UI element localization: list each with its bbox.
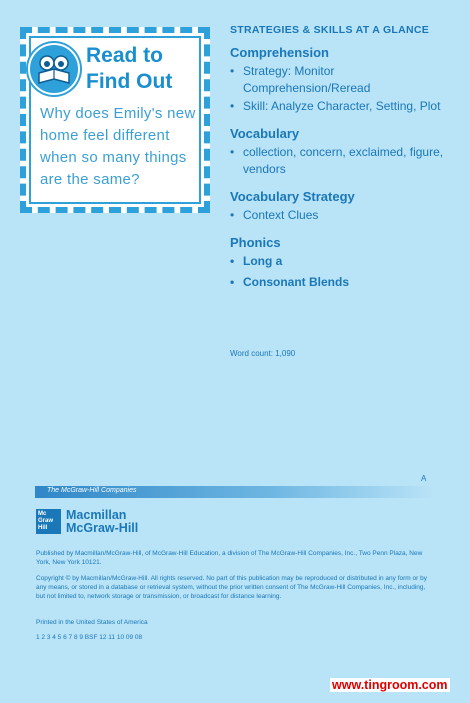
list-item: • Skill: Analyze Character, Setting, Plot [230,98,460,115]
mcgraw-hill-logo [36,509,61,534]
read-to-find-out-box [20,27,210,213]
logo-text: Graw [38,518,54,524]
publisher-band-text: The McGraw-Hill Companies [47,487,137,494]
comprehension-heading: Comprehension [230,45,329,60]
brand-line1: Macmillan [66,508,127,522]
owl-icon [28,43,80,95]
phonics-heading: Phonics [230,235,281,250]
published-paragraph: Published by Macmillan/McGraw-Hill, of McGraw-Hill Education, a division of The McGraw-Hill Companies, Inc., Two Penn Plaza, New York, New York 10121. [36,550,423,566]
list-item: • Context Clues [230,207,460,224]
phonics-list [230,253,460,291]
logo-text: Hill [38,525,48,531]
read-box-title-line2: Find Out [86,70,173,93]
copyright-text [36,574,436,601]
vocab-strategy-list [230,207,460,224]
list-item: • collection, concern, exclaimed, figure, vendors [230,144,460,178]
brand-name [66,509,138,535]
strategies-column [230,24,460,302]
copyright-paragraph: Copyright © by Macmillan/McGraw-Hill. All rights reserved. No part of this publication may be reproduced or distributed in any form or by any means, or stored in a database or retrieval system, without the prior written consent of The McGraw-Hill Companies, Inc., including, but not limited to, network storage or transmission, or broadcast for distance learning. [36,575,427,600]
vocabulary-heading: Vocabulary [230,126,300,141]
comprehension-list [230,63,460,115]
read-box-title-line1: Read to [86,44,164,67]
vocabulary-list [230,144,460,178]
logo-text: Mc [38,511,47,517]
read-box-question: Why does Emily's new home feel different when so many things are the same? [40,105,196,188]
list-item: • Strategy: Monitor Comprehension/Reread [230,63,460,97]
list-item: • Long a [230,253,460,270]
read-box-title [86,43,206,95]
brand-line2: McGraw-Hill [66,521,139,535]
vocab-strategy-heading: Vocabulary Strategy [230,189,355,204]
watermark[interactable]: www.tingroom.com [332,678,448,692]
printed-text: Printed in the United States of America [36,619,148,626]
level-letter: A [421,474,427,483]
publisher-band [35,486,433,498]
published-text [36,549,436,567]
list-item: • Consonant Blends [230,274,460,291]
glance-header: STRATEGIES & SKILLS AT A GLANCE [230,24,430,36]
print-numbers: 1 2 3 4 5 6 7 8 9 BSF 12 11 10 09 08 [36,634,143,641]
word-count: Word count: 1,090 [230,349,296,358]
